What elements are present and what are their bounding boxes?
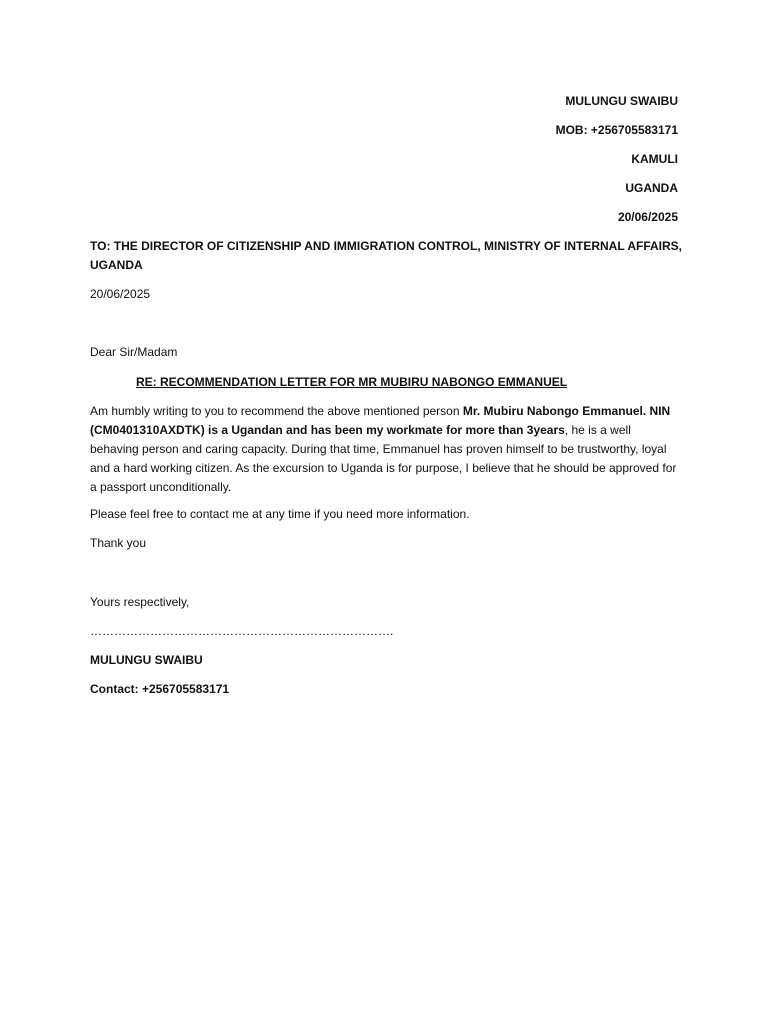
body-paragraph-2: Please feel free to contact me at any time if you need more information. (90, 507, 470, 521)
sender-country: UGANDA (625, 181, 678, 195)
body-paragraph-1 (90, 402, 680, 497)
signatory-name: MULUNGU SWAIBU (90, 653, 203, 667)
recipient-line-2: UGANDA (90, 258, 143, 272)
sender-town: KAMULI (631, 152, 678, 166)
letter-date: 20/06/2025 (90, 287, 151, 301)
sender-date: 20/06/2025 (617, 210, 678, 224)
paragraph-1-intro: Am humbly writing to you to recommend the above mentioned person (90, 404, 463, 418)
paragraph-1-rest: , he is a well behaving person and caring capacity. During that time, Emmanuel has proven himself to be trustworthy, loyal and a hard working citizen. As the excursion to Uganda is for purpose, I believe that he should be approved for a passport unconditionally. (90, 423, 677, 494)
recipient-line-1: TO: THE DIRECTOR OF CITIZENSHIP AND IMMIGRATION CONTROL, MINISTRY OF INTERNAL AFFAIRS, (90, 239, 683, 253)
subject-line: RE: RECOMMENDATION LETTER FOR MR MUBIRU NABONGO EMMANUEL (136, 375, 568, 389)
signatory-contact: Contact: +256705583171 (90, 682, 230, 696)
thanks-line: Thank you (90, 536, 147, 550)
salutation: Dear Sir/Madam (90, 345, 178, 359)
valediction: Yours respectively, (90, 595, 190, 609)
paragraph-1-bold: Mr. Mubiru Nabongo Emmanuel. NIN (CM0401310AXDTK) is a Ugandan and has been my workmate for more than 3years (90, 404, 671, 437)
sender-mobile: MOB: +256705583171 (555, 123, 678, 137)
sender-name: MULUNGU SWAIBU (565, 94, 678, 108)
signature-line: …………………………………………………………………. (90, 624, 394, 638)
